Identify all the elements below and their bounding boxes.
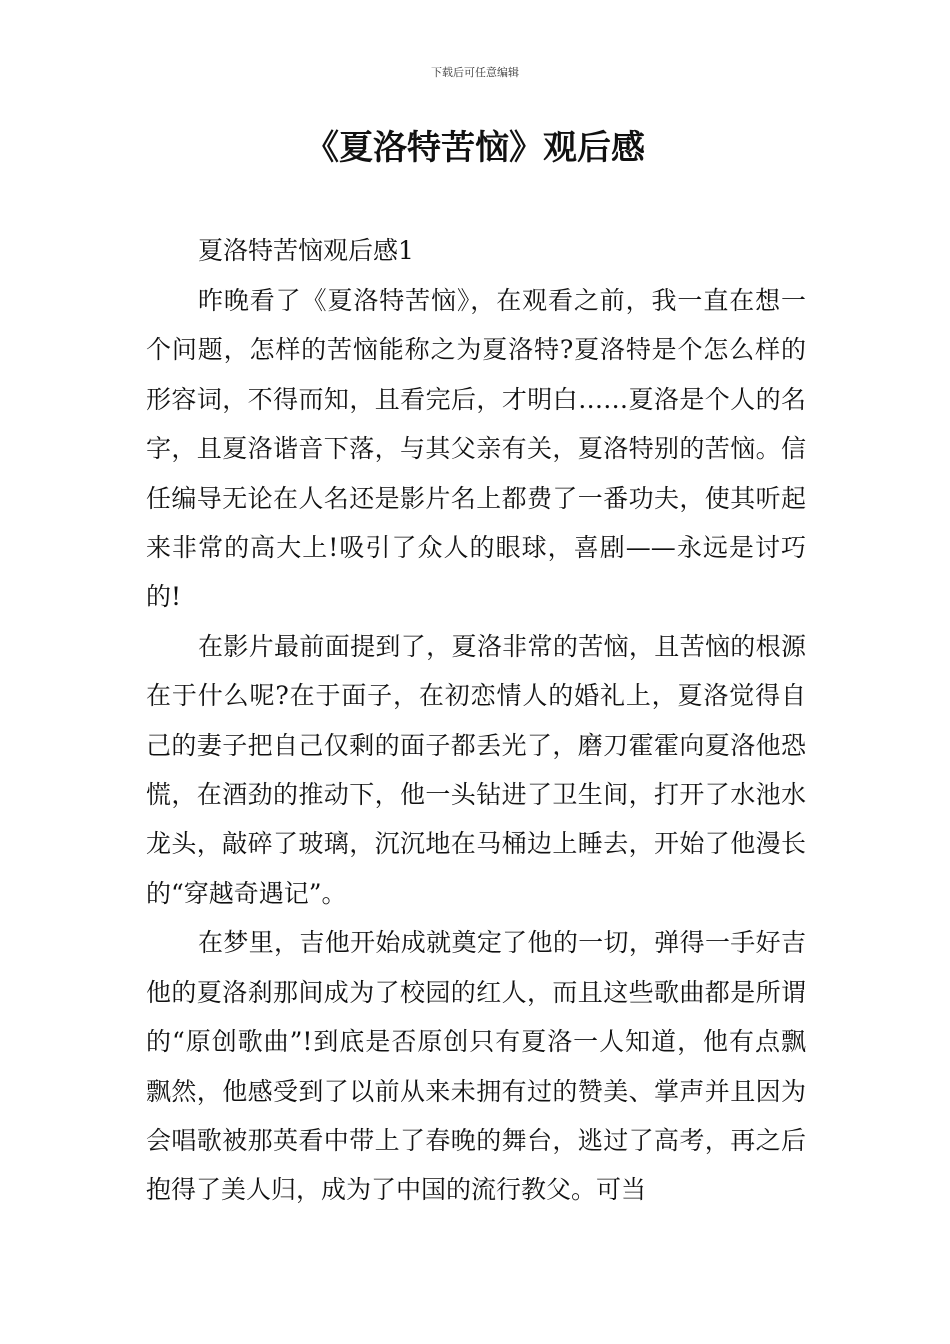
section-subtitle: 夏洛特苦恼观后感1 [198,236,414,265]
page-header-note: 下载后可任意编辑 [431,66,519,79]
paragraph-3: 在梦里，吉他开始成就奠定了他的一切，弹得一手好吉他的夏洛刹那间成为了校园的红人，而且这些歌曲都是所谓的“原创歌曲”!到底是否原创只有夏洛一人知道，他有点飘飘然，他感受到了以前从来未拥有过的赞美、掌声并且因为会唱歌被那英看中带上了春晚的舞台，逃过了高考，再之后抱得了美人归，成为了中国的流行教父。可当 [146,928,806,1205]
paragraph-2: 在影片最前面提到了，夏洛非常的苦恼，且苦恼的根源在于什么呢?在于面子，在初恋情人的婚礼上，夏洛觉得自己的妻子把自己仅剩的面子都丢光了，磨刀霍霍向夏洛他恐慌，在酒劲的推动下，他一头钻进了卫生间，打开了水池水龙头，敲碎了玻璃，沉沉地在马桶边上睡去，开始了他漫长的“穿越奇遇记”。 [146,631,806,908]
document-title: 《夏洛特苦恼》观后感 [305,128,645,168]
document-body [146,226,806,1215]
paragraph-1: 昨晚看了《夏洛特苦恼》，在观看之前，我一直在想一个问题，怎样的苦恼能称之为夏洛特?夏洛特是个怎么样的形容词，不得而知，且看完后，才明白……夏洛是个人的名字，且夏洛谐音下落，与其父亲有关，夏洛特别的苦恼。信任编导无论在人名还是影片名上都费了一番功夫，使其听起来非常的高大上!吸引了众人的眼球，喜剧——永远是讨巧的! [146,286,806,612]
